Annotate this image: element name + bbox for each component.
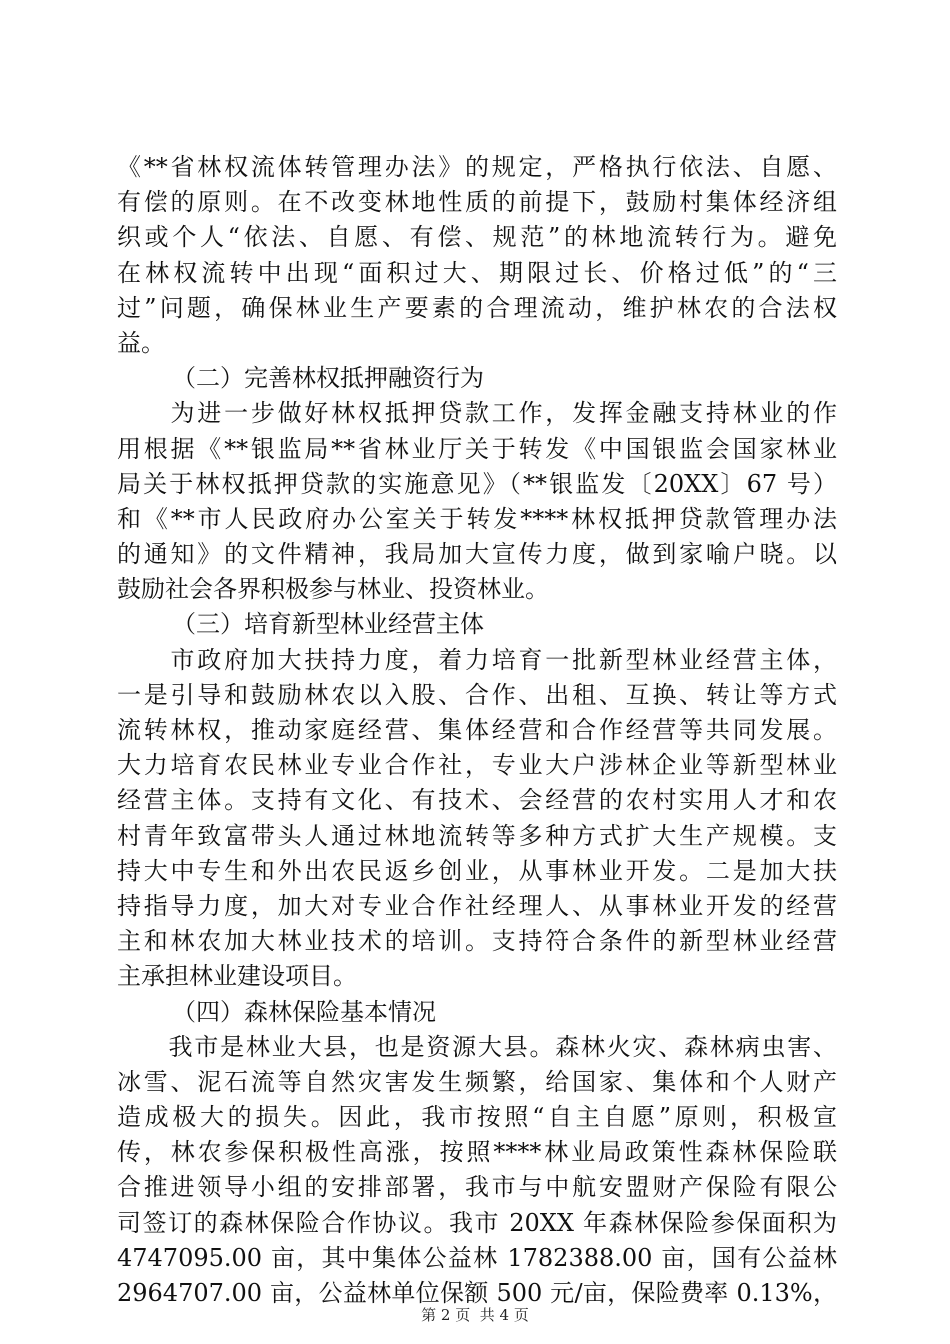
text-line: 村青年致富带头人通过林地流转等多种方式扩大生产规模。支 bbox=[117, 821, 837, 850]
text-line: 持指导力度，加大对专业合作社经理人、从事林业开发的经营 bbox=[117, 891, 837, 920]
text-line: 在林权流转中出现“面积过大、期限过长、价格过低”的“三 bbox=[117, 258, 837, 287]
page-footer bbox=[0, 1305, 950, 1325]
text-line: 的通知》的文件精神，我局加大宣传力度，做到家喻户晓。以 bbox=[117, 540, 837, 569]
section-heading: （三）培育新型林业经营主体 bbox=[172, 610, 484, 639]
text-line: 2964707.00 亩，公益林单位保额 500 元/亩，保险费率 0.13%， bbox=[117, 1279, 837, 1307]
page-number-label: 第 2 页 共 4 页 bbox=[421, 1306, 529, 1324]
section-heading: （四）森林保险基本情况 bbox=[172, 997, 436, 1026]
text-line: 织或个人“依法、自愿、有偿、规范”的林地流转行为。避免 bbox=[117, 223, 837, 252]
text-line: 大力培育农民林业专业合作社，专业大户涉林企业等新型林业 bbox=[117, 751, 837, 780]
text-line: 《**省林权流体转管理办法》的规定，严格执行依法、自愿、 bbox=[117, 153, 837, 181]
text-line: 为进一步做好林权抵押贷款工作，发挥金融支持林业的作 bbox=[117, 399, 837, 428]
text-line: 过”问题，确保林业生产要素的合理流动，维护林农的合法权 bbox=[117, 293, 837, 322]
text-line: 局关于林权抵押贷款的实施意见》（**银监发〔20XX〕67 号） bbox=[117, 469, 837, 498]
text-line: 我市是林业大县，也是资源大县。森林火灾、森林病虫害、 bbox=[117, 1032, 837, 1061]
text-line: 合推进领导小组的安排部署，我市与中航安盟财产保险有限公 bbox=[117, 1173, 837, 1202]
text-line: 用根据《**银监局**省林业厅关于转发《中国银监会国家林业 bbox=[117, 434, 837, 463]
section-heading: （二）完善林权抵押融资行为 bbox=[172, 364, 484, 393]
text-line: 鼓励社会各界积极参与林业、投资林业。 bbox=[117, 575, 549, 604]
text-line: 有偿的原则。在不改变林地性质的前提下，鼓励村集体经济组 bbox=[117, 188, 837, 217]
document-body bbox=[117, 150, 837, 1311]
text-line: 流转林权，推动家庭经营、集体经营和合作经营等共同发展。 bbox=[117, 716, 837, 744]
text-line: 持大中专生和外出农民返乡创业，从事林业开发。二是加大扶 bbox=[117, 856, 837, 885]
text-line: 和《**市人民政府办公室关于转发****林权抵押贷款管理办法 bbox=[117, 504, 837, 533]
text-line: 司签订的森林保险合作协议。我市 20XX 年森林保险参保面积为 bbox=[117, 1208, 837, 1237]
text-line: 4747095.00 亩，其中集体公益林 1782388.00 亩，国有公益林 bbox=[117, 1243, 837, 1272]
text-line: 传，林农参保积极性高涨，按照****林业局政策性森林保险联 bbox=[117, 1138, 837, 1167]
text-line: 市政府加大扶持力度，着力培育一批新型林业经营主体， bbox=[117, 645, 837, 674]
text-line: 主承担林业建设项目。 bbox=[117, 962, 357, 991]
text-line: 主和林农加大林业技术的培训。支持符合条件的新型林业经营 bbox=[117, 927, 837, 956]
text-line: 经营主体。支持有文化、有技术、会经营的农村实用人才和农 bbox=[117, 786, 837, 815]
text-line: 冰雪、泥石流等自然灾害发生频繁，给国家、集体和个人财产 bbox=[117, 1067, 837, 1096]
text-line: 一是引导和鼓励林农以入股、合作、出租、互换、转让等方式 bbox=[117, 680, 837, 709]
text-line: 益。 bbox=[117, 328, 165, 357]
text-line: 造成极大的损失。因此，我市按照“自主自愿”原则，积极宣 bbox=[117, 1103, 837, 1132]
